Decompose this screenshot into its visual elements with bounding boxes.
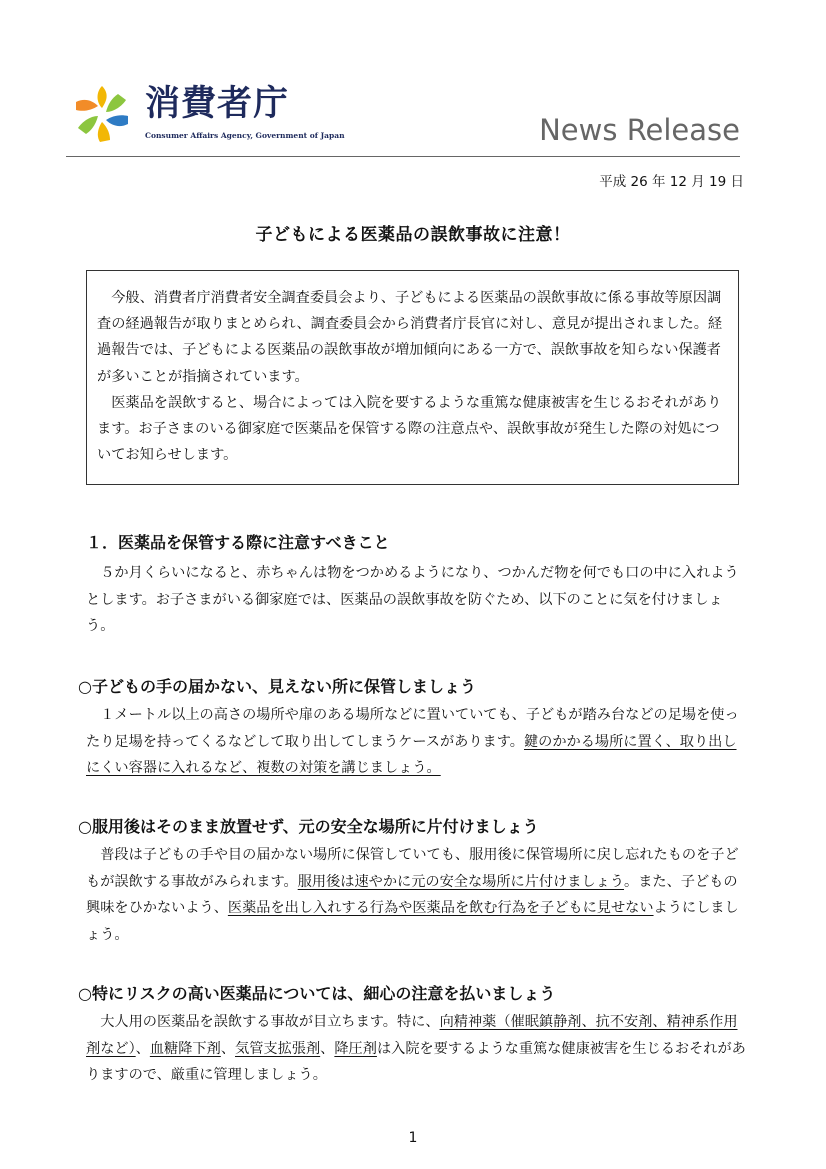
- release-date: 平成 26 年 12 月 19 日: [599, 174, 744, 190]
- page-number: 1: [408, 1130, 418, 1146]
- agency-emblem-icon: [66, 82, 138, 144]
- section-1-intro: [86, 560, 748, 640]
- item-3-heading: ○特にリスクの高い医薬品については、細心の注意を払いましょう: [78, 984, 556, 1003]
- item-2-text-a: 普段は子どもの手や目の届かない場所に保管していても、服用後に保管場所に戻し忘れたものを子どもが誤飲する事故がみられます。: [86, 847, 739, 890]
- section-1-intro-text: ５か月くらいになると、赤ちゃんは物をつかめるようになり、つかんだ物を何でも口の中に入れようとします。お子さまがいる御家庭では、医薬品の誤飲事故を防ぐため、以下のことに気を付けましょう。: [86, 565, 739, 634]
- item-2-body: [86, 842, 748, 948]
- item-2-text-b: 。また、子どもの興味をひかないよう、: [86, 873, 738, 916]
- agency-logo: [66, 80, 345, 146]
- item-3-text-c: 、: [220, 1040, 236, 1057]
- agency-name-english: Consumer Affairs Agency, Government of Japan: [145, 131, 345, 140]
- item-3-text-d: 、: [320, 1040, 335, 1057]
- item-3-text-a: 大人用の医薬品を誤飲する事故が目立ちます。特に、: [100, 1014, 440, 1030]
- item-2-heading: ○服用後はそのまま放置せず、元の安全な場所に片付けましょう: [78, 817, 539, 836]
- item-1-emphasis: 鍵のかかる場所に置く、取り出しにくい容器に入れるなど、複数の対策を講じましょう。: [86, 733, 737, 776]
- item-1-heading: ○子どもの手の届かない、見えない所に保管しましょう: [78, 677, 476, 696]
- summary-box: [86, 270, 739, 485]
- item-2-emphasis-a: 服用後は速やかに元の安全な場所に片付けましょう: [297, 873, 625, 890]
- news-release-label: News Release: [539, 113, 740, 147]
- section-1-heading: １．医薬品を保管する際に注意すべきこと: [86, 533, 390, 552]
- item-3-body: [86, 1009, 748, 1089]
- item-1-body: [86, 702, 748, 782]
- item-3-text-e: は入院を要するような重篤な健康被害を生じるおそれがありますので、厳重に管理しましょう。: [86, 1040, 746, 1083]
- item-3-emphasis-d: 降圧剤: [334, 1040, 377, 1057]
- summary-paragraph-2: 医薬品を誤飲すると、場合によっては入院を要するような重篤な健康被害を生じるおそれがあります。お子さまのいる御家庭で医薬品を保管する際の注意点や、誤飲事故が発生した際の対処についてお知らせします。: [97, 394, 722, 464]
- summary-paragraph-1: 今般、消費者庁消費者安全調査委員会より、子どもによる医薬品の誤飲事故に係る事故等原因調査の経過報告が取りまとめられ、調査委員会から消費者庁長官に対し、意見が提出されました。経過報告では、子どもによる医薬品の誤飲事故が増加傾向にある一方で、誤飲事故を知らない保護者が多いことが指摘されています。: [97, 290, 723, 385]
- header-divider: [66, 156, 740, 157]
- item-2-text-c: ようにしましょう。: [86, 900, 739, 943]
- item-1-text: １メートル以上の高さの場所や扉のある場所などに置いていても、子どもが踏み台などの足場を使ったり足場を持ってくるなどして取り出してしまうケースがあります。: [86, 707, 739, 750]
- item-3-emphasis-b: 血糖降下剤: [149, 1040, 221, 1057]
- item-2-emphasis-b: 医薬品を出し入れする行為や医薬品を飲む行為を子どもに見せない: [227, 900, 654, 916]
- item-3-emphasis-a: 向精神薬（催眠鎮静剤、抗不安剤、精神系作用剤など）: [86, 1014, 738, 1057]
- document-title: 子どもによる医薬品の誤飲事故に注意！: [255, 225, 571, 245]
- agency-name: 消費者庁: [145, 84, 290, 124]
- item-3-emphasis-c: 気管支拡張剤: [235, 1040, 321, 1057]
- item-3-text-b: 、: [135, 1040, 150, 1057]
